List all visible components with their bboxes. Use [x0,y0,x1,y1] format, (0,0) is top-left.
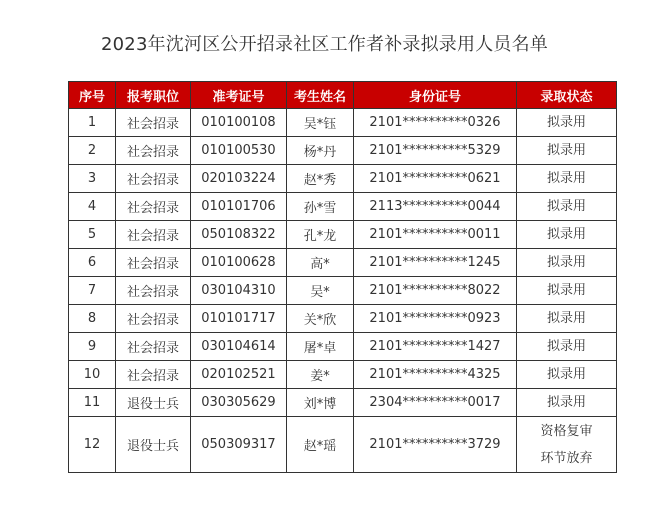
id-number-cell: 2101**********0011 [354,221,517,249]
status-text: 拟录用 [546,311,586,326]
admission-status-cell [517,277,617,305]
candidate-name-cell: 赵*秀 [287,165,354,193]
id-number-cell: 2113**********0044 [354,193,517,221]
position-cell: 社会招录 [116,333,191,361]
exam-no-cell: 020102521 [191,361,287,389]
serial-no-cell: 11 [69,389,116,417]
header-row [69,82,617,109]
status-text: 拟录用 [546,339,586,354]
exam-no-cell: 010100628 [191,249,287,277]
candidate-name-cell: 杨*丹 [287,137,354,165]
table-row [69,221,617,249]
table-row [69,361,617,389]
position-cell: 社会招录 [116,221,191,249]
serial-no-cell: 1 [69,109,116,137]
status-text: 资格复审 [540,423,593,439]
id-number-cell: 2304**********0017 [354,389,517,417]
table-row [69,109,617,137]
status-text: 环节放弃 [540,450,593,466]
table-row [69,193,617,221]
serial-no-cell: 4 [69,193,116,221]
status-text: 拟录用 [546,255,586,270]
table-row [69,305,617,333]
position-cell: 社会招录 [116,277,191,305]
admission-status-cell [517,389,617,417]
status-text: 拟录用 [546,367,586,382]
table-row [69,389,617,417]
exam-no-cell: 050108322 [191,221,287,249]
serial-no-cell: 9 [69,333,116,361]
table-row [69,333,617,361]
exam-no-cell: 010100530 [191,137,287,165]
header-admission-status: 录取状态 [517,82,617,109]
header-position: 报考职位 [116,82,191,109]
position-cell: 退役士兵 [116,389,191,417]
position-cell: 社会招录 [116,361,191,389]
id-number-cell: 2101**********0923 [354,305,517,333]
table-body [69,109,617,473]
candidate-name-cell: 吴*钰 [287,109,354,137]
status-text: 拟录用 [546,199,586,214]
admission-status-cell [517,249,617,277]
exam-no-cell: 010101717 [191,305,287,333]
serial-no-cell: 6 [69,249,116,277]
status-text: 拟录用 [546,171,586,186]
candidate-name-cell: 刘*博 [287,389,354,417]
exam-no-cell: 030305629 [191,389,287,417]
id-number-cell: 2101**********5329 [354,137,517,165]
exam-no-cell: 050309317 [191,417,287,473]
admission-status-cell [517,165,617,193]
table-row [69,249,617,277]
status-text: 拟录用 [546,143,586,158]
candidate-name-cell: 关*欣 [287,305,354,333]
candidate-name-cell: 屠*卓 [287,333,354,361]
admission-status-cell [517,305,617,333]
status-text: 拟录用 [546,283,586,298]
admission-status-cell [517,221,617,249]
exam-no-cell: 030104614 [191,333,287,361]
table-row [69,165,617,193]
header-candidate-name: 考生姓名 [287,82,354,109]
page-title: 2023年沈河区公开招录社区工作者补录拟录用人员名单 [100,34,548,55]
serial-no-cell: 10 [69,361,116,389]
candidate-name-cell: 孙*雪 [287,193,354,221]
status-text: 拟录用 [546,227,586,242]
position-cell: 退役士兵 [116,417,191,473]
candidate-name-cell: 孔*龙 [287,221,354,249]
candidate-name-cell: 姜* [287,361,354,389]
candidate-name-cell: 高* [287,249,354,277]
id-number-cell: 2101**********1427 [354,333,517,361]
table-row [69,277,617,305]
admission-status-cell [517,193,617,221]
id-number-cell: 2101**********4325 [354,361,517,389]
serial-no-cell: 5 [69,221,116,249]
position-cell: 社会招录 [116,305,191,333]
position-cell: 社会招录 [116,249,191,277]
header-id-number: 身份证号 [354,82,517,109]
exam-no-cell: 010100108 [191,109,287,137]
admission-status-cell [517,361,617,389]
id-number-cell: 2101**********8022 [354,277,517,305]
admission-status-cell [517,417,617,473]
status-text: 拟录用 [546,395,586,410]
serial-no-cell: 7 [69,277,116,305]
table-row [69,137,617,165]
table-row [69,417,617,473]
id-number-cell: 2101**********0621 [354,165,517,193]
exam-no-cell: 020103224 [191,165,287,193]
candidate-name-cell: 赵*瑶 [287,417,354,473]
position-cell: 社会招录 [116,109,191,137]
header-serial-no: 序号 [69,82,116,109]
exam-no-cell: 010101706 [191,193,287,221]
position-cell: 社会招录 [116,165,191,193]
serial-no-cell: 8 [69,305,116,333]
id-number-cell: 2101**********0326 [354,109,517,137]
position-cell: 社会招录 [116,137,191,165]
position-cell: 社会招录 [116,193,191,221]
admission-status-cell [517,137,617,165]
id-number-cell: 2101**********1245 [354,249,517,277]
table-header [69,82,617,109]
status-text: 拟录用 [546,115,586,130]
header-exam-no: 准考证号 [191,82,287,109]
admission-status-cell [517,333,617,361]
candidate-name-cell: 吴* [287,277,354,305]
serial-no-cell: 3 [69,165,116,193]
exam-no-cell: 030104310 [191,277,287,305]
serial-no-cell: 2 [69,137,116,165]
candidate-table [68,81,617,473]
id-number-cell: 2101**********3729 [354,417,517,473]
serial-no-cell: 12 [69,417,116,473]
admission-status-cell [517,109,617,137]
